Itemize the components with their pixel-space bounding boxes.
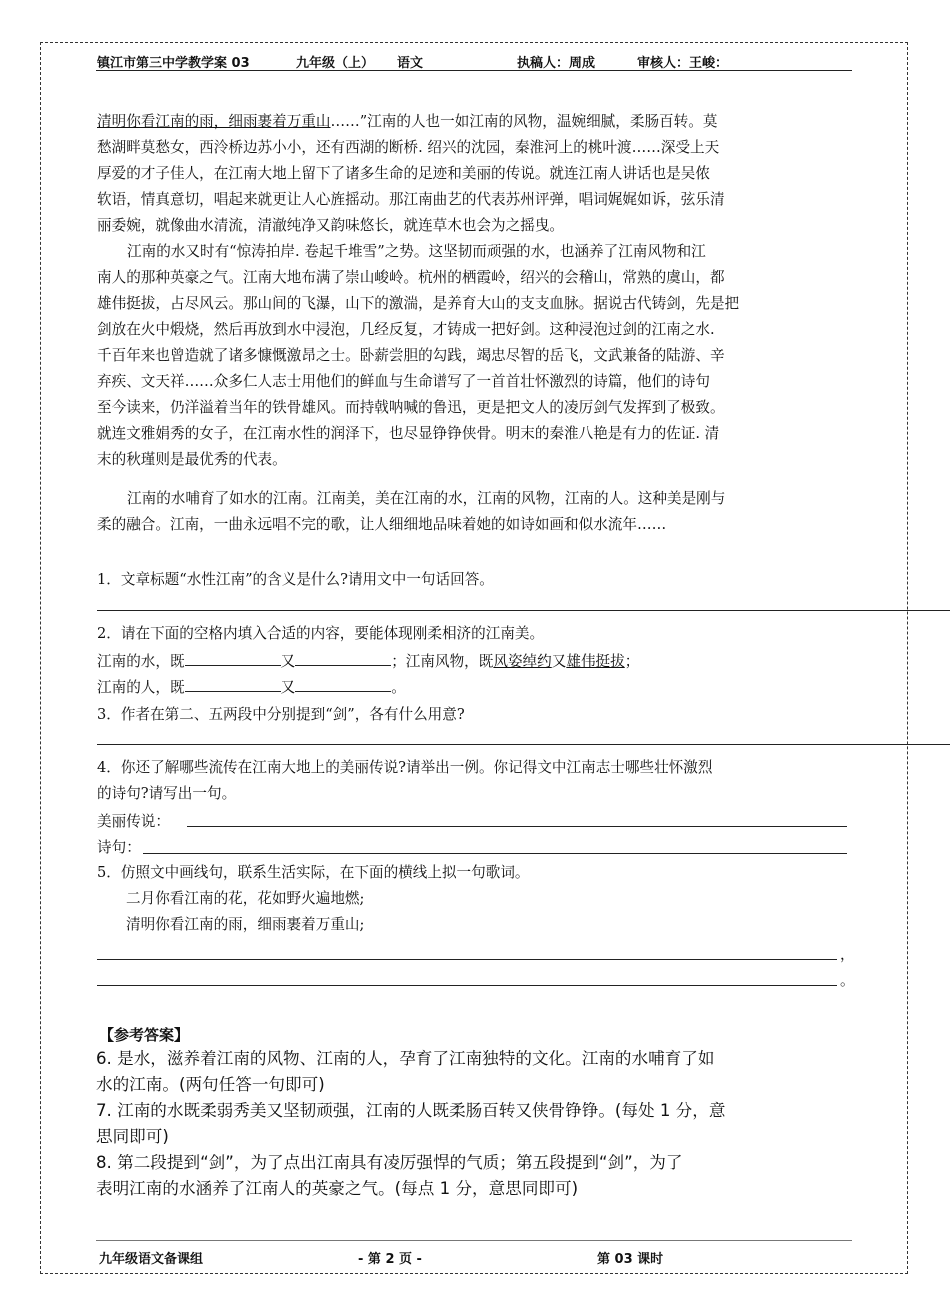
legend-label: 美丽传说：	[97, 813, 170, 830]
question-3: 3．作者在第二、五两段中分别提到“剑”，各有什么用意?	[97, 706, 465, 723]
answer-line-poem[interactable]	[143, 853, 847, 854]
answer-line-q3[interactable]	[97, 744, 950, 745]
passage-line: 江南的水又时有“惊涛拍岸. 卷起千堆雪”之势。这坚韧而顽强的水，也涵养了江南风物和江	[127, 243, 706, 260]
header-grade: 九年级（上）	[296, 56, 375, 71]
answer-line-q1[interactable]	[97, 610, 950, 611]
passage-line: 丽委婉，就像曲水清流，清澈纯净又韵味悠长，就连草木也会为之摇曳。	[97, 217, 565, 234]
passage-line: 弃疾、文天祥……众多仁人志士用他们的鲜血与生命谱写了一首首壮怀激烈的诗篇，他们的诗句	[97, 373, 710, 390]
passage-line: 雄伟挺拔，占尽风云。那山间的飞瀑，山下的激湍，是养育大山的支支血脉。据说古代铸剑，先是把	[97, 295, 740, 312]
passage-line: 南人的那种英豪之气。江南大地布满了崇山峻岭。杭州的栖霞岭，绍兴的会稽山，常熟的虞山，都	[97, 269, 725, 286]
question-4-line-2: 的诗句?请写出一句。	[97, 785, 237, 802]
passage-paragraph-1	[97, 109, 853, 239]
passage-line: 至今读来，仍洋溢着当年的铁骨雄风。而持戟呐喊的鲁迅，更是把文人的凌厉剑气发挥到了极致。	[97, 399, 725, 416]
question-5: 5．仿照文中画线句，联系生活实际，在下面的横线上拟一句歌词。	[97, 864, 530, 881]
question-2: 2．请在下面的空格内填入合适的内容，要能体现刚柔相济的江南美。	[97, 625, 545, 642]
question-2-row-2: 江南的人，既 又 。	[97, 675, 406, 697]
footer-group: 九年级语文备课组	[99, 1252, 204, 1267]
reference-line: 表明江南的水涵养了江南人的英豪之气。(每点 1 分，意思同即可)	[96, 1179, 579, 1198]
answer-line-q5-1[interactable]	[97, 959, 837, 960]
header-school: 镇江市第三中学教学案 03	[97, 56, 250, 71]
passage-paragraph-3	[97, 486, 853, 538]
footer-page-number: - 第 2 页 -	[358, 1252, 422, 1267]
answer-line-q5-2[interactable]	[97, 985, 837, 986]
reference-line: 6. 是水，滋养着江南的风物、江南的人，孕育了江南独特的文化。江南的水哺育了如	[96, 1049, 715, 1068]
header-author: 执稿人：周成	[517, 56, 596, 71]
question-1: 1．文章标题“水性江南”的含义是什么?请用文中一句话回答。	[97, 571, 494, 588]
q5-period: 。	[840, 972, 855, 989]
passage-paragraph-2	[97, 239, 853, 473]
example-line-2: 清明你看江南的雨，细雨裹着万重山;	[126, 916, 365, 933]
q5-comma: ，	[840, 946, 855, 963]
reference-line: 7. 江南的水既柔弱秀美又坚韧顽强，江南的人既柔肠百转又侠骨铮铮。(每处 1 分，意	[96, 1101, 726, 1120]
blank-water-1[interactable]	[185, 649, 281, 666]
passage-line: 剑放在火中煅烧，然后再放到水中浸泡，几经反复，才铸成一把好剑。这种浸泡过剑的江南之水.	[97, 321, 715, 338]
question-2-row-1: 江南的水，既 又 ；江南风物，既风姿绰约又雄伟挺拔；	[97, 649, 639, 671]
reference-answers	[96, 1046, 856, 1202]
passage-line: 柔的融合。江南，一曲永远唱不完的歌，让人细细地品味着她的如诗如画和似水流年……	[97, 516, 667, 533]
blank-people-2[interactable]	[295, 675, 391, 692]
footer-rule	[96, 1240, 852, 1241]
reference-line: 8. 第二段提到“剑”，为了点出江南具有凌厉强悍的气质；第五段提到“剑”，为了	[96, 1153, 683, 1172]
passage-line: 千百年来也曾造就了诸多慷慨激昂之士。卧薪尝胆的勾践，竭忠尽智的岳飞，文武兼备的陆游、辛	[97, 347, 725, 364]
header-subject: 语文	[397, 56, 424, 71]
passage-line: 就连文雅娟秀的女子，在江南水性的润泽下，也尽显铮铮侠骨。明末的秦淮八艳是有力的佐证. 清	[97, 425, 720, 442]
reference-title: 【参考答案】	[99, 1026, 190, 1044]
reference-line: 思同即可)	[96, 1127, 169, 1146]
blank-people-1[interactable]	[185, 675, 281, 692]
example-line-1: 二月你看江南的花，花如野火遍地燃;	[126, 890, 365, 907]
passage-line: 软语，情真意切，唱起来就更让人心旌摇动。那江南曲艺的代表苏州评弹，唱词娓娓如诉，弦乐清	[97, 191, 725, 208]
passage-line: 愁湖畔莫愁女，西泠桥边苏小小，还有西湖的断桥. 绍兴的沈园，秦淮河上的桃叶渡……深受上天	[97, 139, 720, 156]
passage-line: 厚爱的才子佳人，在江南大地上留下了诸多生命的足迹和美丽的传说。就连江南人讲话也是吴侬	[97, 165, 710, 182]
passage-line: 清明你看江南的雨，细雨裹着万重山……”江南的人也一如江南的风物，温婉细腻，柔肠百转。莫	[97, 113, 718, 130]
answer-line-legend[interactable]	[187, 826, 847, 827]
footer-lesson: 第 03 课时	[597, 1252, 664, 1267]
question-4-line-1: 4．你还了解哪些流传在江南大地上的美丽传说?请举出一例。你记得文中江南志士哪些壮怀激烈	[97, 759, 713, 776]
header-reviewer: 审核人：王峻：	[637, 56, 729, 71]
blank-water-2[interactable]	[295, 649, 391, 666]
passage-line: 江南的水哺育了如水的江南。江南美，美在江南的水，江南的风物，江南的人。这种美是刚与	[127, 490, 726, 507]
reference-line: 水的江南。(两句任答一句即可)	[96, 1075, 325, 1094]
poem-label: 诗句：	[97, 839, 141, 856]
header-rule	[96, 70, 852, 71]
underlined-sentence: 清明你看江南的雨，细雨裹着万重山	[97, 113, 331, 130]
passage-line: 末的秋瑾则是最优秀的代表。	[97, 451, 287, 468]
